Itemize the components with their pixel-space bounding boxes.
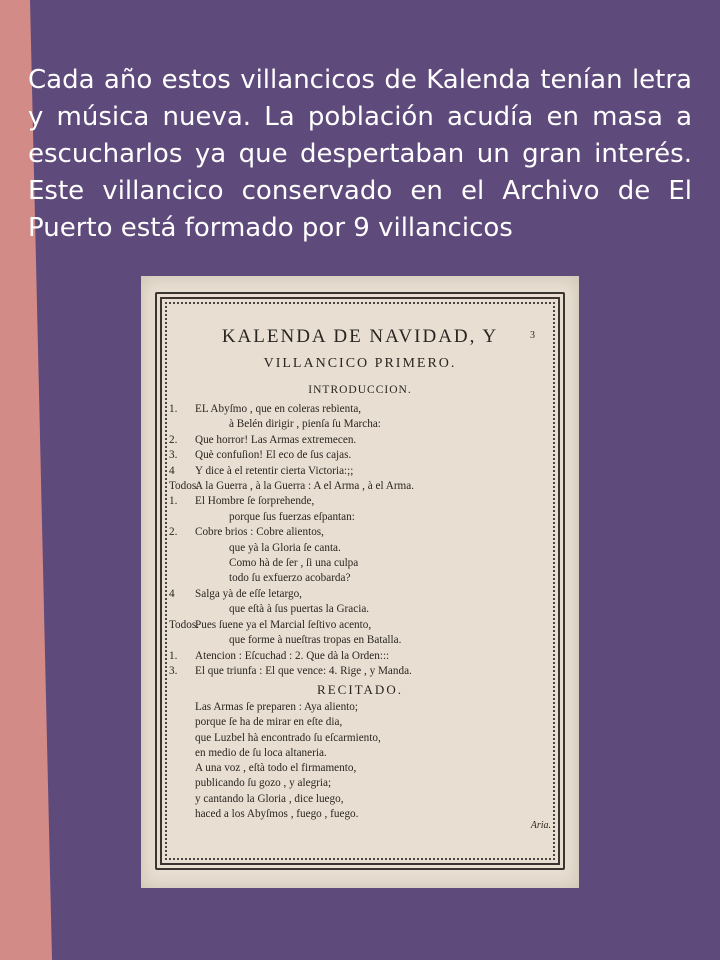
intro-heading: INTRODUCCION. (308, 384, 412, 396)
verse-block (169, 402, 551, 679)
recitado-line: que Luzbel hà encontrado ſu eſcarmiento, (195, 731, 381, 744)
recitado-line: porque ſe ha de mirar en eſte dia, (195, 716, 343, 729)
verse-line (169, 417, 551, 432)
recitado-line: haced a los Abyſmos , fuego , fuego. (195, 808, 359, 821)
recitado-line: Las Armas ſe preparen : Aya aliento; (195, 701, 358, 713)
verse-line (169, 464, 551, 479)
verse-number: 1. (169, 649, 178, 662)
verse-text: Cobre brios : Cobre alientos, (195, 526, 324, 539)
verse-line (169, 571, 551, 586)
recitado-line: y cantando la Gloria , dice luego, (195, 792, 344, 805)
verse-text: A la Guerra , à la Guerra : A el Arma , à el Arma. (195, 480, 415, 493)
aria-label: Aria. (530, 820, 551, 831)
verse-text: Què confuſion! El eco de ſus cajas. (195, 449, 352, 462)
verse-text: que eſtà à ſus puertas la Gracia. (229, 603, 370, 616)
verse-text: Salga yà de eſſe letargo, (195, 587, 302, 600)
verse-number: 4 (169, 464, 175, 477)
verse-number: 4 (169, 587, 175, 600)
document-title: KALENDA DE NAVIDAD, Y (221, 326, 499, 347)
verse-text: El que triunfa : El que vence: 4. Rige , y Manda. (195, 664, 412, 677)
verse-text: Y dice à el retentir cierta Victoria:;; (195, 464, 354, 477)
verse-line (169, 618, 551, 633)
slide-paragraph: Cada año estos villancicos de Kalenda tenían letra y música nueva. La población acudía en masa a escucharlos ya que despertaban un gran interés. Este villancico conservado en el Archivo de El Puerto está formado por 9 villancicos (28, 65, 692, 243)
verse-line (169, 479, 551, 494)
verse-line (169, 448, 551, 463)
verse-number: 3. (169, 449, 178, 462)
verse-number: Todos. (169, 480, 199, 493)
verse-line (169, 556, 551, 571)
verse-line (169, 525, 551, 540)
page-number: 3 (530, 330, 535, 341)
verse-number: 2. (169, 433, 178, 446)
verse-text: Atencion : Eſcuchad : 2. Que dà la Orden::: (195, 649, 390, 662)
verse-line (169, 510, 551, 525)
verse-text: à Belén dirigir , pienſa ſu Marcha: (229, 418, 381, 431)
verse-line (169, 633, 551, 648)
verse-text: Que horror! Las Armas extremecen. (195, 433, 357, 446)
recitado-block (169, 700, 551, 822)
recitado-heading: RECITADO. (317, 682, 403, 697)
verse-text: todo ſu exfuerzo acobarda? (229, 572, 351, 585)
verse-number: 3. (169, 664, 178, 677)
verse-text: EL Abyſmo , que en coleras rebienta, (195, 403, 362, 415)
verse-line (169, 494, 551, 509)
recitado-line: en medio de ſu loca altaneria. (195, 746, 327, 759)
verse-line (169, 664, 551, 679)
verse-line (169, 587, 551, 602)
verse-text: porque ſus fuerzas eſpantan: (229, 510, 355, 523)
verse-number: 1. (169, 495, 178, 508)
verse-number: 2. (169, 526, 178, 539)
verse-text: Pues ſuene ya el Marcial ſeſtivo acento, (195, 618, 372, 631)
verse-text: El Hombre ſe ſorprehende, (195, 495, 315, 508)
verse-number: 1. (169, 403, 178, 415)
recitado-line: publicando ſu gozo , y alegria; (195, 777, 332, 790)
verse-text: Como hà de ſer , ſi una culpa (229, 557, 359, 570)
verse-line (169, 402, 551, 417)
verse-line (169, 541, 551, 556)
verse-number: Todos. (169, 618, 199, 631)
verse-line (169, 649, 551, 664)
document-photo (141, 276, 579, 888)
verse-text: que yà la Gloria ſe canta. (229, 541, 341, 554)
verse-text: que forme à nueſtras tropas en Batalla. (229, 634, 402, 647)
verse-line (169, 433, 551, 448)
document-subtitle: VILLANCICO PRIMERO. (263, 356, 457, 371)
recitado-line: A una voz , eſtà todo el firmamento, (195, 762, 357, 775)
verse-line (169, 602, 551, 617)
